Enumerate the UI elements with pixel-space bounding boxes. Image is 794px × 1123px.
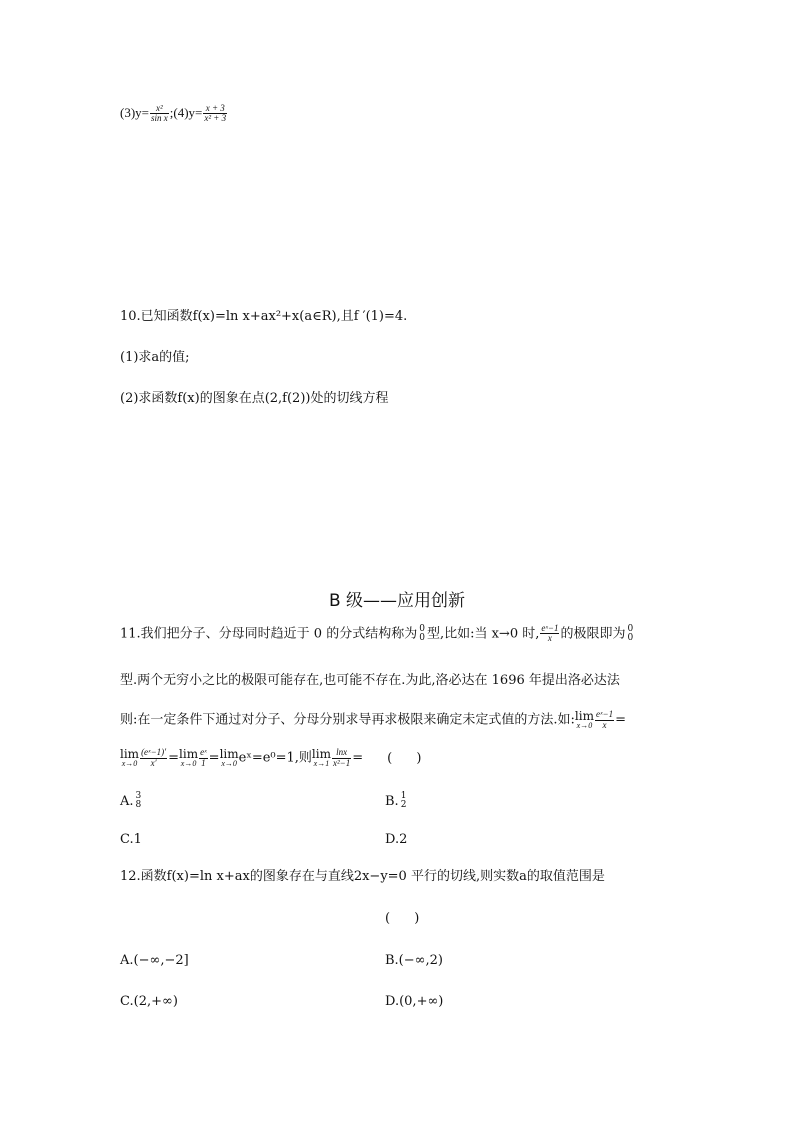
q11-end-fraction: 0 0 xyxy=(627,623,634,643)
q11-limit-tail: eˣ=e⁰=1,则 xyxy=(238,750,312,766)
q11-limit-5-fraction: $\frac{\ln x}{\text{x²−1}}$ xyxy=(332,747,351,768)
q11-line3: 则:在一定条件下通过对分子、分母分别求导再求极限来确定未定式值的方法.如: lim x→0 $\frac{\text{eˣ−1}}{x}$ = xyxy=(120,709,626,730)
q12-option-c: C.(2,+∞) xyxy=(120,994,178,1009)
q9-separator: ;(4)y= xyxy=(169,104,203,120)
q9-part3-fraction: $\frac{\text{x²}}{\text{sin x}}$ xyxy=(151,103,168,124)
q11-limit-1-fraction: $\frac{\text{eˣ−1}}{x}$ xyxy=(595,709,614,730)
q10-part2: (2)求函数f(x)的图象在点(2,f(2))处的切线方程 xyxy=(120,391,389,406)
q11-text-a: 11.我们把分子、分母同时趋近于 0 的分式结构称为 xyxy=(120,626,418,642)
section-title: B 级——应用创新 xyxy=(328,591,466,611)
q11-option-d: D.2 xyxy=(385,832,408,847)
q12-answer-blank: ( ) xyxy=(385,911,430,926)
q11-text-c: 的极限即为 xyxy=(560,626,626,642)
q9-part3-label: (3)y= xyxy=(120,104,149,120)
q11-line4: lim x→0 $\frac{\text{(eˣ−1)′}}{x'}$ = lim x→0 $\frac{\text{eˣ}}{1}$ = lim x→0 eˣ=e⁰=1,则 lim x→1 $\frac{\ln x}{\text{x²−1}}$ = ( ) xyxy=(120,747,432,768)
q11-limit-5: lim x→1 xyxy=(311,747,331,768)
q9-parts-3-4 xyxy=(120,104,228,124)
q10-part1: (1)求a的值; xyxy=(120,350,190,365)
q11-line2: 型.两个无穷小之比的极限可能存在,也可能不存在.为此,洛必达在 1696 年提出洛必达法 xyxy=(120,673,620,688)
q11-answer-blank: ( ) xyxy=(387,750,432,766)
q12-option-a: A.(−∞,−2] xyxy=(120,953,189,968)
q11-text-b: 型,比如:当 x→0 时, xyxy=(426,626,540,642)
q12-option-b: B.(−∞,2) xyxy=(385,953,443,968)
q11-limit-3-fraction: $\frac{\text{eˣ}}{1}$ xyxy=(200,747,207,768)
q11-limit-2-fraction: $\frac{\text{(eˣ−1)′}}{x'}$ xyxy=(141,747,167,768)
q11-option-a-fraction: 3 8 xyxy=(135,791,142,811)
q11-option-b: B. 1 2 xyxy=(385,791,407,811)
q11-limit-2: lim x→0 xyxy=(120,747,140,768)
q12-stem: 12.函数f(x)=ln x+ax的图象存在与直线2x−y=0 平行的切线,则实数a的取值范围是 xyxy=(120,869,605,884)
q11-option-b-fraction: 1 2 xyxy=(400,791,407,811)
q11-limit-1: lim x→0 xyxy=(574,709,594,730)
q11-option-c: C.1 xyxy=(120,832,142,847)
q11-limit-4: lim x→0 xyxy=(219,747,239,768)
q11-text-l3: 则:在一定条件下通过对分子、分母分别求导再求极限来确定未定式值的方法.如: xyxy=(120,712,575,728)
q11-option-a: A. 3 8 xyxy=(120,791,142,811)
q11-example-fraction: $\frac{\text{eˣ−1}}{x}$ xyxy=(541,623,559,644)
q11-type-fraction: 0 0 xyxy=(419,623,425,643)
q11-limit-3: lim x→0 xyxy=(179,747,199,768)
q9-part4-fraction: $\frac{x + 3}{\text{x² + 3}}$ xyxy=(204,103,227,124)
q12-option-d: D.(0,+∞) xyxy=(385,994,444,1009)
q10-stem: 10.已知函数f(x)=ln x+ax²+x(a∈R),且f ′(1)=4. xyxy=(120,309,408,324)
q11-line1 xyxy=(120,624,635,644)
